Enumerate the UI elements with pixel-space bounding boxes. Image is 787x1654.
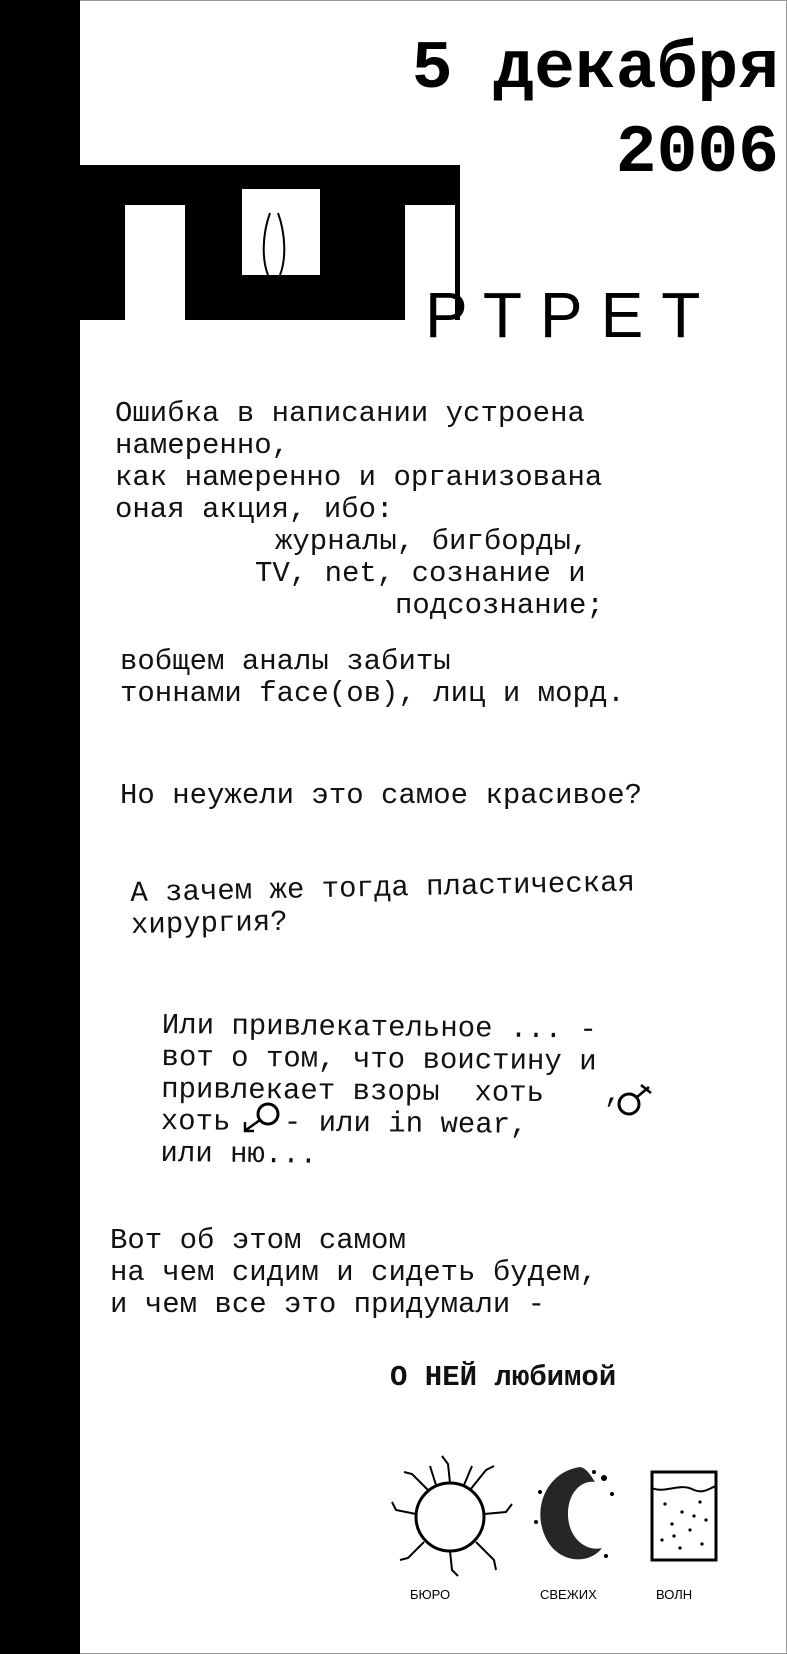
pop-logo [0,165,460,325]
intro-line: как намеренно и организована [115,461,603,494]
logo-letter-p1 [80,165,230,320]
logo-figure-left-curve [264,213,270,275]
sun-icon [392,1456,512,1576]
closing-line: и чем все это придумали - [110,1288,546,1321]
closing-paragraph [110,1225,597,1321]
voln-label: ВОЛН [656,1587,693,1602]
portrait-subtitle: РТРЕТ [425,279,719,351]
female-symbol-icon [615,1080,663,1120]
intro-line: намеренно, [115,429,290,462]
buro-label: БЮРО [410,1587,451,1602]
closing-line: Вот об этом самом [110,1224,406,1257]
intro-line: подсознание; [395,589,604,622]
male-symbol-icon [240,1100,282,1134]
faces-line: вобщем аналы забиты [120,645,451,678]
attraction-text: - или in wear, [266,1106,528,1142]
glass-icon [652,1472,716,1560]
attraction-paragraph [160,1010,622,1175]
closing-line: на чем сидим и сидеть будем, [110,1256,598,1289]
intro-paragraph [115,398,604,622]
attraction-text: привлекает взоры хоть [160,1072,545,1111]
question-beauty: Но неужели это самое красивое? [120,779,643,812]
surgery-line: А зачем же тогда пластическая [129,866,636,910]
intro-line: TV, net, сознание и [255,557,586,590]
beloved-heading: О НЕЙ любимой [390,1361,617,1394]
date-line-2: 2006 [615,115,779,192]
svezhikh-label: СВЕЖИХ [540,1587,597,1602]
question-surgery [130,867,636,942]
attraction-line: Или привлекательное ... - [161,1009,598,1047]
attraction-line: или ню... [160,1136,318,1172]
surgery-line: хирургия? [130,905,288,942]
date-line-1: 5 декабря [411,31,779,108]
attraction-comma: , [603,1077,622,1111]
faces-paragraph [120,646,625,710]
buro-svezhikh-voln-logo [390,1452,730,1582]
female-symbol-space [544,1101,604,1102]
moon-wave-icon [534,1467,614,1559]
faces-line: тоннами face(ов), лиц и морд. [120,677,625,710]
intro-line: журналы, бигборды, [275,525,589,558]
intro-line: оная акция, ибо: [115,493,394,526]
intro-line: Ошибка в написании устроена [115,397,585,430]
event-date [412,28,779,196]
attraction-line: вот о том, что воистину и [161,1040,597,1079]
attraction-text: хоть [160,1104,231,1139]
logo-letter-o [230,165,375,320]
logo-figure-right-curve [278,213,284,275]
